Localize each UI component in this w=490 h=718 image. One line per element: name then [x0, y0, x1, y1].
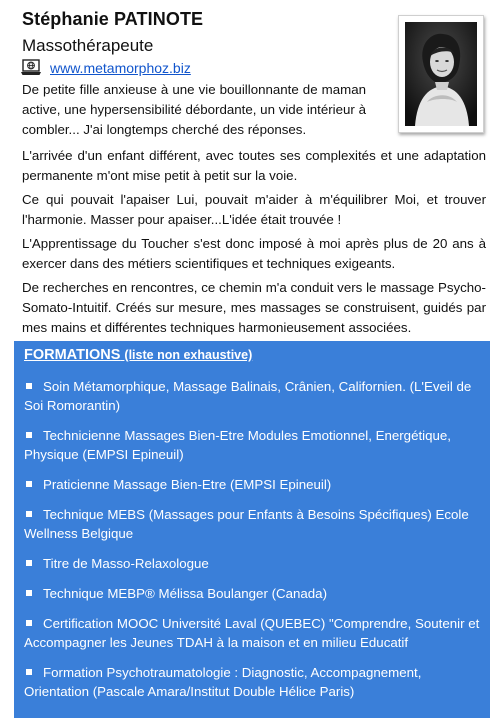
- paragraph-block-4: [22, 234, 486, 274]
- paragraph-2: L'arrivée d'un enfant différent, avec toutes ses complexités et une adaptation permanente m'ont mise petit à petit sur la voie.: [22, 148, 486, 183]
- list-item: [24, 505, 484, 543]
- bullet-icon: [26, 560, 32, 566]
- list-item-text: Certification MOOC Université Laval (QUEBEC) "Comprendre, Soutenir et Accompagner les Jeunes TDAH à la maison et en milieu Educatif: [24, 616, 480, 650]
- formations-heading: [24, 347, 252, 363]
- paragraph-block-3: [22, 190, 486, 230]
- formations-subtitle: (liste non exhaustive): [124, 348, 253, 362]
- person-name: Stéphanie PATINOTE: [22, 9, 204, 29]
- website-row: [20, 58, 191, 78]
- list-item: [24, 475, 484, 494]
- profile-header: [0, 0, 490, 340]
- list-item: [24, 554, 484, 573]
- laptop-globe-icon: [20, 59, 42, 77]
- bullet-icon: [26, 511, 32, 517]
- list-item-text: Technique MEBS (Massages pour Enfants à Besoins Spécifiques) Ecole Wellness Belgique: [24, 507, 469, 541]
- portrait-image: [405, 22, 477, 126]
- list-item-text: Soin Métamorphique, Massage Balinais, Crânien, Californien. (L'Eveil de Soi Romorantin): [24, 379, 472, 413]
- paragraph-3: Ce qui pouvait l'apaiser Lui, pouvait m'aider à m'équilibrer Moi, et trouver l'harmonie. Masser pour apaiser...L'idée était trouvée !: [22, 192, 486, 227]
- bullet-icon: [26, 620, 32, 626]
- list-item: [24, 584, 484, 603]
- list-item: [24, 663, 484, 701]
- bullet-icon: [26, 481, 32, 487]
- list-item: [24, 377, 484, 415]
- list-item-text: Titre de Masso-Relaxologue: [43, 556, 209, 571]
- list-item-text: Formation Psychotraumatologie : Diagnostic, Accompagnement, Orientation (Pascale Amara/Institut Double Hélice Paris): [24, 665, 422, 699]
- list-item-text: Praticienne Massage Bien-Etre (EMPSI Epineuil): [43, 477, 332, 492]
- list-item: [24, 614, 484, 652]
- bullet-icon: [26, 590, 32, 596]
- formations-section: [14, 341, 490, 718]
- job-title: Massothérapeute: [22, 36, 154, 55]
- bullet-icon: [26, 669, 32, 675]
- paragraph-1: De petite fille anxieuse à une vie bouillonnante de maman active, une hypersensibilité débordante, un vide intérieur à combler... J'ai longtemps cherché des réponses.: [22, 82, 366, 137]
- list-item: [24, 426, 484, 464]
- list-item-text: Technique MEBP® Mélissa Boulanger (Canada): [43, 586, 328, 601]
- paragraph-block-5: [22, 278, 486, 338]
- list-item-text: Technicienne Massages Bien-Etre Modules Emotionnel, Energétique, Physique (EMPSI Epineuil): [24, 428, 452, 462]
- website-link[interactable]: www.metamorphoz.biz: [50, 60, 191, 76]
- bullet-icon: [26, 432, 32, 438]
- formations-title: FORMATIONS: [24, 347, 121, 363]
- intro-paragraph: [22, 80, 366, 140]
- bullet-icon: [26, 383, 32, 389]
- formations-list: [24, 377, 484, 712]
- paragraph-5: De recherches en rencontres, ce chemin m'a conduit vers le massage Psycho-Somato-Intuitif. Créés sur mesure, mes massages se construisent, guidés par mes mains et différentes techniques harmonieusement associées.: [22, 280, 486, 335]
- paragraph-block-2: [22, 146, 486, 186]
- paragraph-4: L'Apprentissage du Toucher s'est donc imposé à moi après plus de 20 ans à exercer dans des métiers scientifiques et techniques exigeants.: [22, 236, 486, 271]
- portrait-photo: [398, 15, 484, 133]
